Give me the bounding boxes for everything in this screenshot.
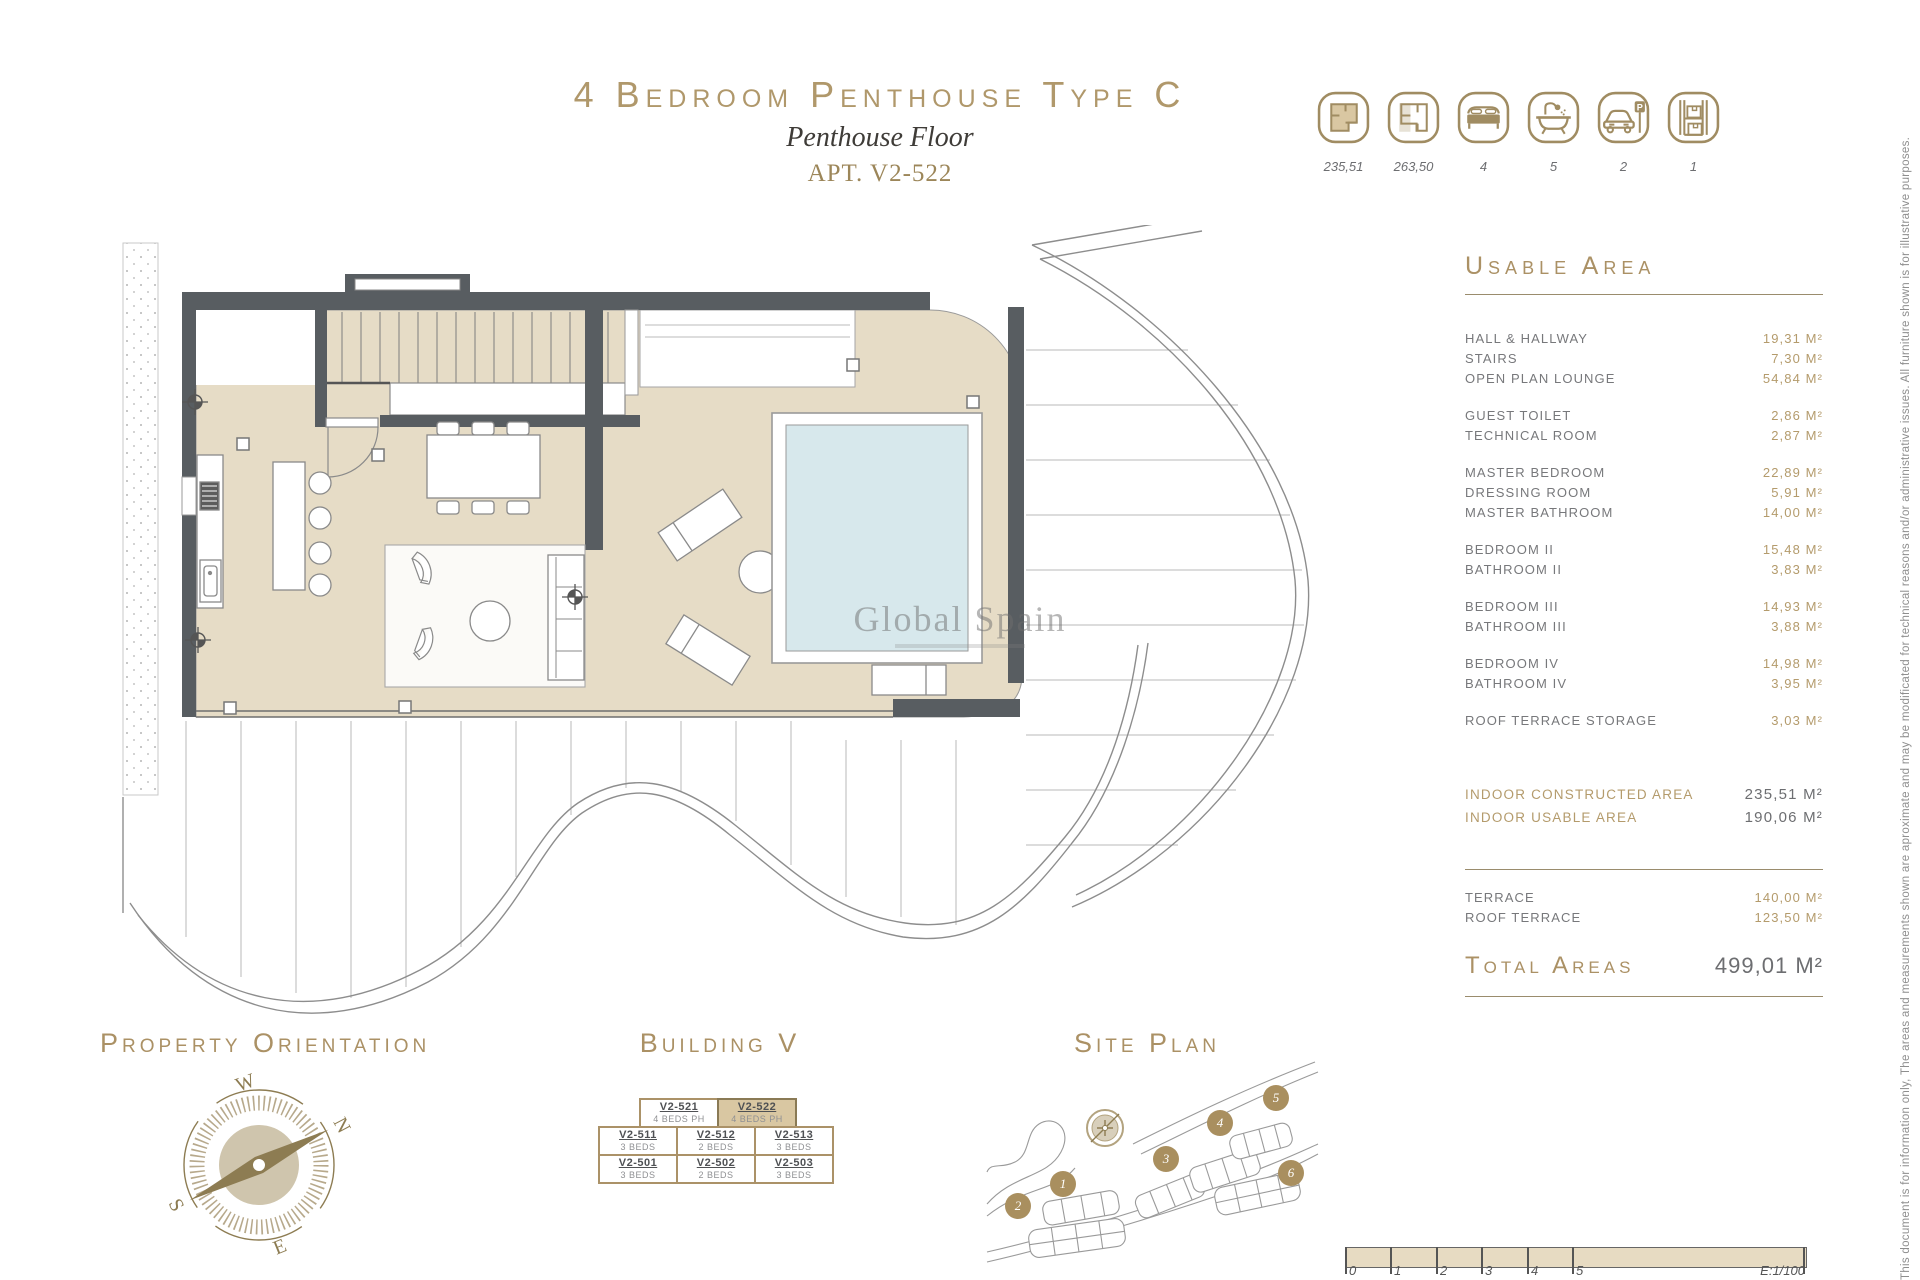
area-label: MASTER BEDROOM — [1465, 465, 1606, 480]
car-parking-icon — [1596, 90, 1651, 145]
site-marker-4: 4 — [1207, 1110, 1233, 1136]
terrace-label: TERRACE — [1465, 890, 1535, 905]
area-row: TECHNICAL ROOM 2,87 M² — [1465, 426, 1823, 446]
area-label: BATHROOM II — [1465, 562, 1563, 577]
floorplan-filled-icon — [1316, 90, 1371, 145]
area-row: BATHROOM II 3,83 M² — [1465, 560, 1823, 580]
site-plan-map — [985, 1056, 1320, 1276]
building-unit-v2-522-current: V2-522 4 BEDS PH — [717, 1098, 797, 1128]
site-marker-5: 5 — [1263, 1085, 1289, 1111]
area-row: BATHROOM IV 3,95 M² — [1465, 674, 1823, 694]
bathrooms-feature — [1526, 90, 1581, 174]
feature-icons — [1316, 90, 1721, 174]
terrace-row: ROOF TERRACE 123,50 M² — [1465, 908, 1823, 928]
svg-text:P: P — [1636, 102, 1643, 113]
total-area-feature — [1386, 90, 1441, 174]
floorplan-outline-icon — [1386, 90, 1441, 145]
building-unit-v2-502: V2-502 2 BEDS — [676, 1154, 756, 1184]
pool — [772, 413, 982, 663]
area-row: ROOF TERRACE STORAGE 3,03 M² — [1465, 711, 1823, 731]
compass-south-label: S — [163, 1195, 189, 1216]
area-row: BEDROOM IV 14,98 M² — [1465, 654, 1823, 674]
area-label: BATHROOM III — [1465, 619, 1567, 634]
scale-tick-4: 4 — [1531, 1263, 1539, 1278]
area-label: BATHROOM IV — [1465, 676, 1568, 691]
compass-rose — [162, 1068, 357, 1263]
building-unit-v2-501: V2-501 3 BEDS — [598, 1154, 678, 1184]
building-stack — [599, 1099, 833, 1183]
storage-value: 1 — [1689, 159, 1698, 174]
void-area — [196, 310, 315, 385]
page-title: 4 Bedroom Penthouse Type C — [573, 74, 1187, 115]
bedrooms-feature — [1456, 90, 1511, 174]
area-label: BEDROOM IV — [1465, 656, 1560, 671]
area-row: BEDROOM III 14,93 M² — [1465, 597, 1823, 617]
scale-ratio-label: E:1/100 — [1760, 1263, 1805, 1278]
area-label: HALL & HALLWAY — [1465, 331, 1589, 346]
area-row: MASTER BATHROOM 14,00 M² — [1465, 503, 1823, 523]
scale-bar — [1345, 1247, 1807, 1280]
scale-tick-1: 1 — [1394, 1263, 1402, 1278]
bed-icon — [1456, 90, 1511, 145]
apartment-number: APT. V2-522 — [807, 160, 953, 187]
watermark-text: Global Spain — [853, 599, 1067, 639]
bathtub-icon — [1526, 90, 1581, 145]
building-unit-v2-521: V2-521 4 BEDS PH — [639, 1098, 719, 1128]
building-heading: Building V — [639, 1028, 801, 1058]
divider — [1465, 996, 1823, 997]
site-plan-heading: Site Plan — [1073, 1028, 1221, 1058]
area-row: BEDROOM II 15,48 M² — [1465, 540, 1823, 560]
lounge — [385, 545, 585, 687]
parking-value: 2 — [1619, 159, 1628, 174]
total-area-value: 263,50 — [1393, 159, 1434, 174]
area-label: TECHNICAL ROOM — [1465, 428, 1598, 443]
scale-tick-0: 0 — [1349, 1263, 1357, 1278]
total-areas-label: Total Areas — [1465, 952, 1635, 979]
building-unit-v2-511: V2-511 3 BEDS — [598, 1126, 678, 1156]
area-label: BEDROOM III — [1465, 599, 1559, 614]
site-compass — [1087, 1110, 1123, 1146]
usable-area-panel — [1465, 252, 1823, 997]
compass-north-label: N — [328, 1113, 355, 1137]
site-boundary-strip — [123, 243, 158, 795]
divider — [1465, 294, 1823, 295]
area-label: MASTER BATHROOM — [1465, 505, 1614, 520]
scale-tick-5: 5 — [1576, 1263, 1584, 1278]
bedrooms-value: 4 — [1479, 159, 1488, 174]
area-row: STAIRS 7,30 M² — [1465, 349, 1823, 369]
constructed-area-value: 235,51 — [1323, 159, 1364, 174]
area-row: MASTER BEDROOM 22,89 M² — [1465, 463, 1823, 483]
storage-feature — [1666, 90, 1721, 174]
usable-area-heading: Usable Area — [1465, 252, 1656, 280]
site-marker-1: 1 — [1050, 1171, 1076, 1197]
area-label: OPEN PLAN LOUNGE — [1465, 371, 1616, 386]
building-unit-v2-503: V2-503 3 BEDS — [754, 1154, 834, 1184]
total-areas-row — [1465, 952, 1823, 980]
total-areas-value: 499,01 M² — [1714, 953, 1823, 978]
indoor-summary — [1465, 783, 1823, 829]
area-row: DRESSING ROOM 5,91 M² — [1465, 483, 1823, 503]
corridor — [640, 310, 855, 387]
floor-subtitle: Penthouse Floor — [786, 122, 974, 153]
building-unit-v2-513: V2-513 3 BEDS — [754, 1126, 834, 1156]
property-orientation-heading: Property Orientation — [100, 1028, 431, 1058]
scale-tick-2: 2 — [1440, 1263, 1448, 1278]
storage-icon — [1666, 90, 1721, 145]
area-row: OPEN PLAN LOUNGE 54,84 M² — [1465, 369, 1823, 389]
summary-label: INDOOR USABLE AREA — [1465, 810, 1638, 825]
site-marker-2: 2 — [1005, 1193, 1031, 1219]
site-marker-6: 6 — [1278, 1160, 1304, 1186]
area-label: STAIRS — [1465, 351, 1518, 366]
area-row: GUEST TOILET 2,86 M² — [1465, 406, 1823, 426]
area-label: DRESSING ROOM — [1465, 485, 1592, 500]
building-unit-v2-512: V2-512 2 BEDS — [676, 1126, 756, 1156]
summary-row: INDOOR USABLE AREA 190,06 M² — [1465, 806, 1823, 829]
area-label: GUEST TOILET — [1465, 408, 1572, 423]
area-row: HALL & HALLWAY 19,31 M² — [1465, 329, 1823, 349]
terrace-row: TERRACE 140,00 M² — [1465, 888, 1823, 908]
site-marker-3: 3 — [1153, 1146, 1179, 1172]
area-row: BATHROOM III 3,88 M² — [1465, 617, 1823, 637]
scale-tick-3: 3 — [1485, 1263, 1493, 1278]
compass-west-label: W — [232, 1069, 258, 1097]
terrace-label: ROOF TERRACE — [1465, 910, 1582, 925]
area-label: BEDROOM II — [1465, 542, 1555, 557]
constructed-area-feature — [1316, 90, 1371, 174]
compass-east-label: E — [270, 1234, 290, 1260]
bathrooms-value: 5 — [1549, 159, 1558, 174]
divider — [1465, 869, 1823, 870]
header — [450, 74, 1310, 188]
disclaimer-text: This document is for information only, The areas and measurements shown are aproximate and may be modificated for technical reasons and/or administrative issues. All furniture shown is for illustrative purposes. — [1900, 136, 1912, 1280]
area-label: ROOF TERRACE STORAGE — [1465, 713, 1657, 728]
summary-row: INDOOR CONSTRUCTED AREA 235,51 M² — [1465, 783, 1823, 806]
orientation-compass — [162, 1068, 357, 1263]
summary-label: INDOOR CONSTRUCTED AREA — [1465, 787, 1694, 802]
floorplan-drawing — [110, 225, 1330, 1015]
parking-feature — [1596, 90, 1651, 174]
